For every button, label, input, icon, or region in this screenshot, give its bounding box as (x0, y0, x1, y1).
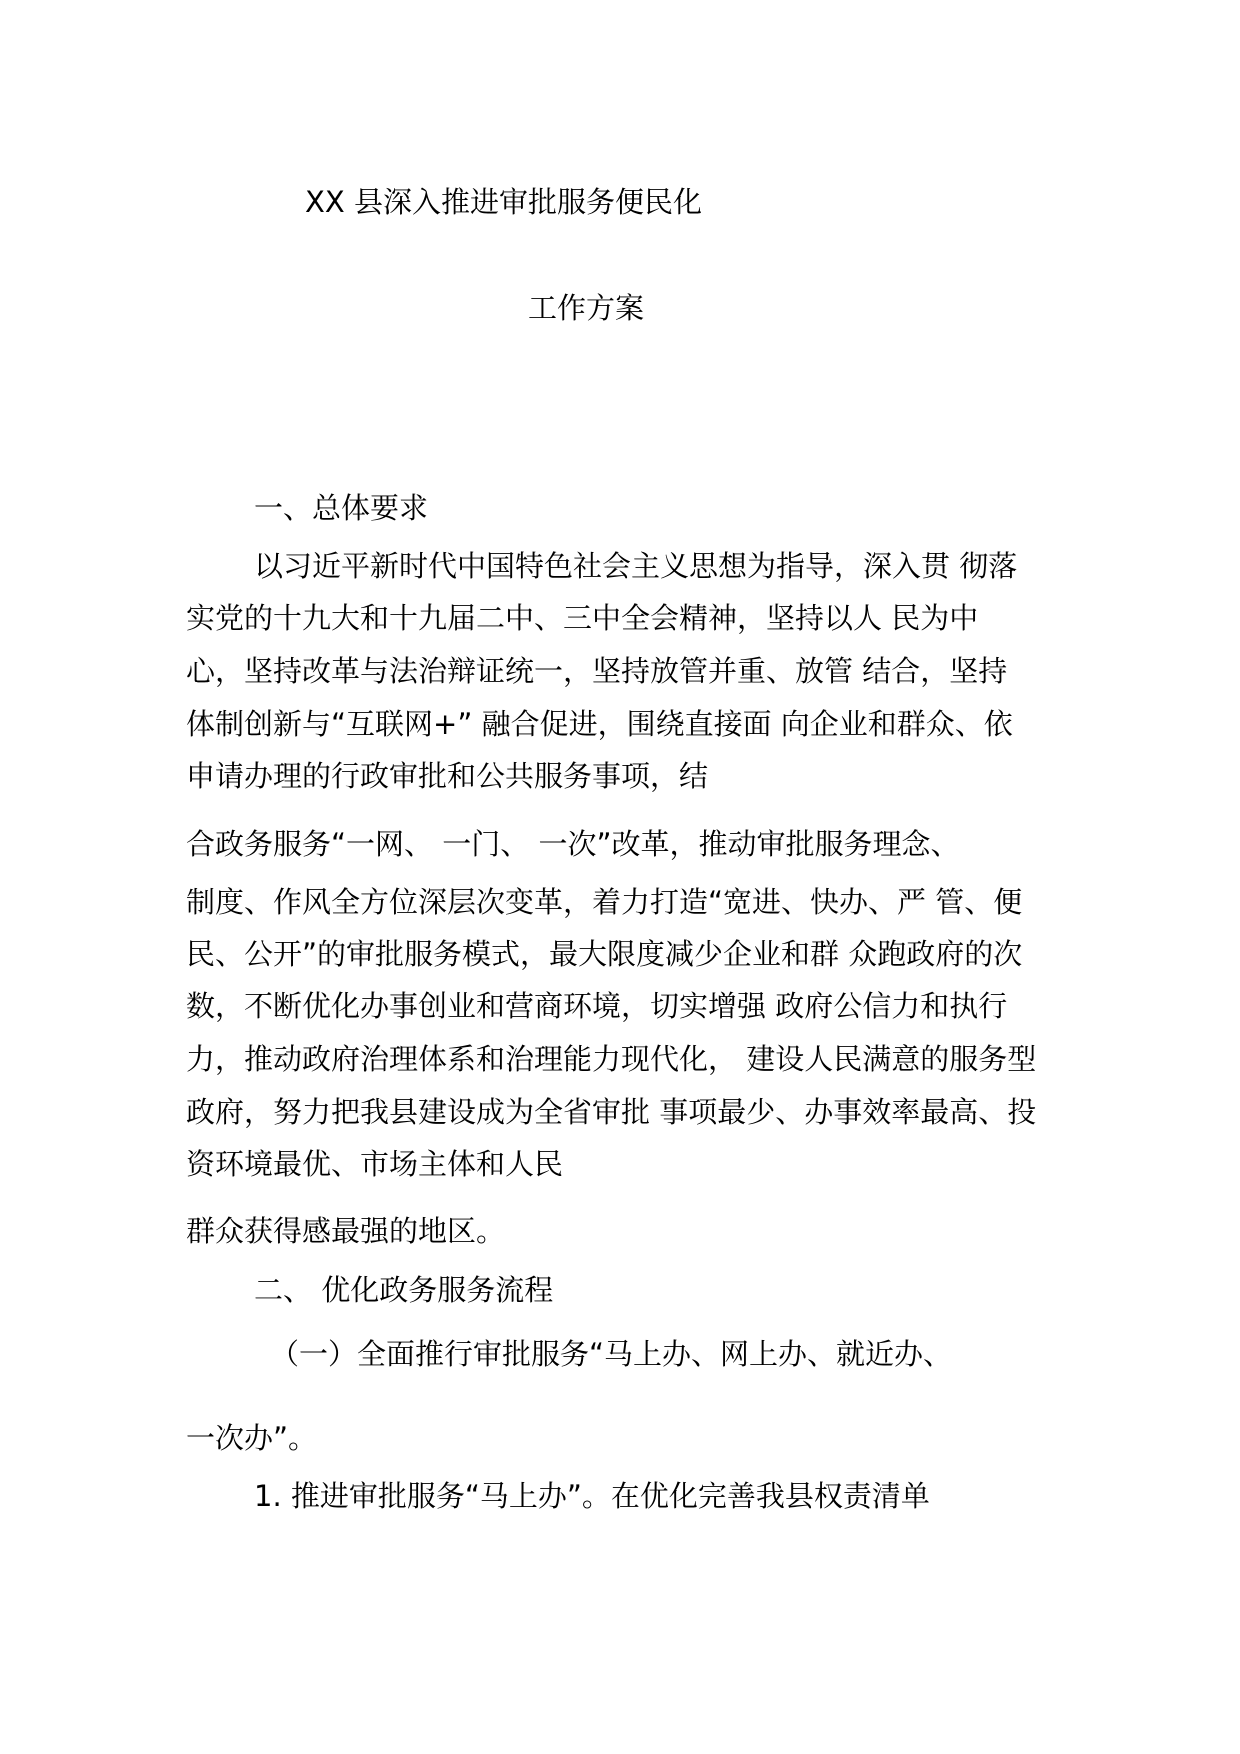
paragraph-line: 群众获得感最强的地区。 (186, 1214, 506, 1248)
paragraph-line: 政府，努力把我县建设成为全省审批 事项最少、办事效率最高、投 (186, 1095, 1037, 1129)
paragraph-line: 实党的十九大和十九届二中、三中全会精神，坚持以人 民为中 (186, 601, 979, 635)
document-title-line-2: 工作方案 (528, 291, 645, 325)
numbered-item-1: 1. 推进审批服务“马上办”。在优化完善我县权责清单 (254, 1479, 930, 1513)
document-title-line-1: XX 县深入推进审批服务便民化 (305, 185, 702, 219)
paragraph-line: 数，不断优化办事创业和营商环境，切实增强 政府公信力和执行 (186, 989, 1008, 1023)
subsection-heading-1-continued: 一次办”。 (186, 1421, 318, 1455)
paragraph-line: 民、公开”的审批服务模式，最大限度减少企业和群 众跑政府的次 (186, 937, 1023, 971)
paragraph-line: 心，坚持改革与法治辩证统一，坚持放管并重、放管 结合，坚持 (186, 654, 1008, 688)
paragraph-line: 力，推动政府治理体系和治理能力现代化， 建设人民满意的服务型 (186, 1042, 1037, 1076)
paragraph-line: 资环境最优、市场主体和人民 (186, 1147, 564, 1181)
section-heading-1: 一、总体要求 (254, 491, 429, 525)
subsection-heading-1: （一）全面推行审批服务“马上办、网上办、就近办、 (270, 1337, 953, 1371)
paragraph-line: 制度、作风全方位深层次变革，着力打造“宽进、快办、严 管、便 (186, 885, 1023, 919)
paragraph-line: 体制创新与“互联网+” 融合促进，围绕直接面 向企业和群众、依 (186, 707, 1013, 741)
paragraph-line: 以习近平新时代中国特色社会主义思想为指导，深入贯 彻落 (254, 549, 1018, 583)
paragraph-line: 申请办理的行政审批和公共服务事项，结 (186, 759, 709, 793)
section-heading-2: 二、 优化政务服务流程 (254, 1273, 554, 1307)
paragraph-line: 合政务服务“一网、 一门、 一次”改革，推动审批服务理念、 (186, 827, 960, 861)
